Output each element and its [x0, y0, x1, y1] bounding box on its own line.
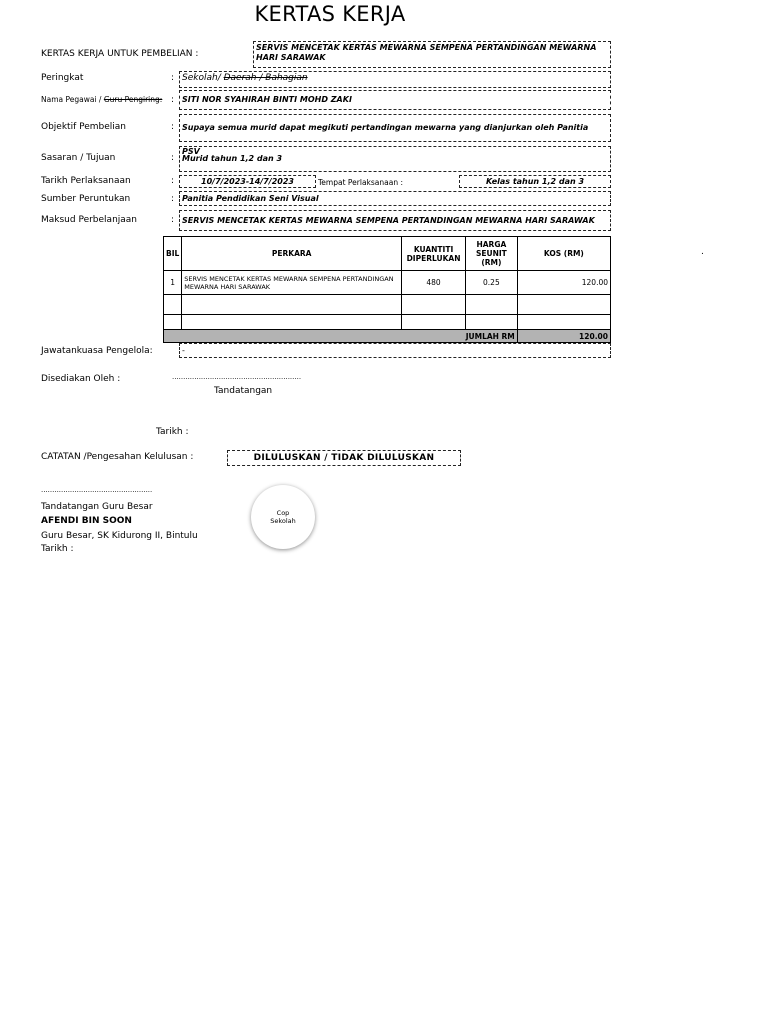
stray-dot: .: [701, 247, 704, 257]
peringkat-struck: Daerah / Bahagian: [223, 73, 308, 83]
total-value: 120.00: [517, 330, 610, 343]
tarikh-label: Tarikh Perlaksanaan: [41, 176, 131, 186]
disediakan-label: Disediakan Oleh :: [41, 374, 121, 384]
jawatankuasa-field[interactable]: -: [179, 343, 611, 358]
cell-perkara: SERVIS MENCETAK KERTAS MEWARNA SEMPENA PERTANDINGAN MEWARNA HARI SARAWAK: [182, 271, 402, 295]
objektif-field[interactable]: Supaya semua murid dapat megikuti pertandingan mewarna yang dianjurkan oleh Panitia PSV: [179, 114, 611, 142]
peringkat-sekolah: Sekolah/: [182, 73, 221, 83]
items-table: [163, 236, 611, 343]
footer-signature-line: ..................................................: [41, 486, 153, 494]
headmaster-name: AFENDI BIN SOON: [41, 516, 132, 526]
school-stamp: [251, 485, 315, 549]
table-row-empty: [164, 295, 611, 315]
header-kos: KOS (RM): [517, 237, 610, 271]
maksud-field[interactable]: SERVIS MENCETAK KERTAS MEWARNA SEMPENA PERTANDINGAN MEWARNA HARI SARAWAK: [179, 210, 611, 231]
purchase-label: KERTAS KERJA UNTUK PEMBELIAN :: [41, 49, 199, 59]
table-row-empty: [164, 315, 611, 330]
headmaster-position: Guru Besar, SK Kidurong II, Bintulu: [41, 531, 198, 541]
colon: :: [171, 95, 175, 105]
page-title: KERTAS KERJA: [254, 2, 406, 26]
table-header-row: [164, 237, 611, 271]
objektif-label: Objektif Pembelian: [41, 122, 126, 132]
colon: :: [171, 153, 175, 163]
approval-field[interactable]: DILULUSKAN / TIDAK DILULUSKAN: [227, 450, 461, 466]
total-label: JUMLAH RM: [164, 330, 518, 343]
colon: :: [171, 73, 175, 83]
peringkat-label: Peringkat: [41, 73, 84, 83]
signature-line: ..........................................................: [172, 373, 302, 381]
header-kuantiti: KUANTITI DIPERLUKAN: [402, 237, 466, 271]
table-row: [164, 271, 611, 295]
sumber-label: Sumber Peruntukan: [41, 194, 131, 204]
sasaran-label: Sasaran / Tujuan: [41, 153, 116, 163]
tarikh-field[interactable]: 10/7/2023-14/7/2023: [179, 175, 316, 188]
catatan-label: CATATAN /Pengesahan Kelulusan :: [41, 452, 194, 462]
pegawai-label-b: Guru Pengiring:: [103, 95, 163, 104]
cell-kuantiti: 480: [402, 271, 466, 295]
pegawai-field[interactable]: SITI NOR SYAHIRAH BINTI MOHD ZAKI: [179, 90, 611, 110]
maksud-label: Maksud Perbelanjaan: [41, 215, 138, 225]
stamp-line1: Cop: [276, 509, 290, 517]
pegawai-label-a: Nama Pegawai /: [41, 95, 102, 104]
colon: :: [171, 122, 175, 132]
peringkat-field[interactable]: [179, 71, 611, 88]
footer-tarikh: Tarikh :: [41, 544, 74, 554]
stamp-line2: Sekolah: [270, 517, 296, 525]
cell-bil: 1: [164, 271, 182, 295]
tempat-field[interactable]: Kelas tahun 1,2 dan 3: [459, 175, 611, 188]
footer-sign-label: Tandatangan Guru Besar: [41, 502, 153, 512]
jawatankuasa-label: Jawatankuasa Pengelola:: [41, 346, 153, 356]
purchase-field[interactable]: SERVIS MENCETAK KERTAS MEWARNA SEMPENA PERTANDINGAN MEWARNA HARI SARAWAK: [253, 41, 611, 68]
header-harga: HARGA SEUNIT (RM): [466, 237, 518, 271]
colon: :: [171, 215, 175, 225]
cell-kos: 120.00: [517, 271, 610, 295]
total-row: [164, 330, 611, 343]
header-perkara: PERKARA: [182, 237, 402, 271]
header-bil: BIL: [164, 237, 182, 271]
tempat-label: Tempat Perlaksanaan :: [318, 178, 403, 187]
sasaran-field[interactable]: Murid tahun 1,2 dan 3: [179, 146, 611, 172]
colon: :: [171, 176, 175, 186]
sumber-field[interactable]: Panitia Pendidikan Seni Visual: [179, 191, 611, 206]
cell-harga: 0.25: [466, 271, 518, 295]
pegawai-label: [41, 95, 162, 104]
tarikh-sign-label: Tarikh :: [156, 427, 189, 437]
tandatangan-label: Tandatangan: [214, 386, 273, 396]
colon: :: [171, 194, 175, 204]
